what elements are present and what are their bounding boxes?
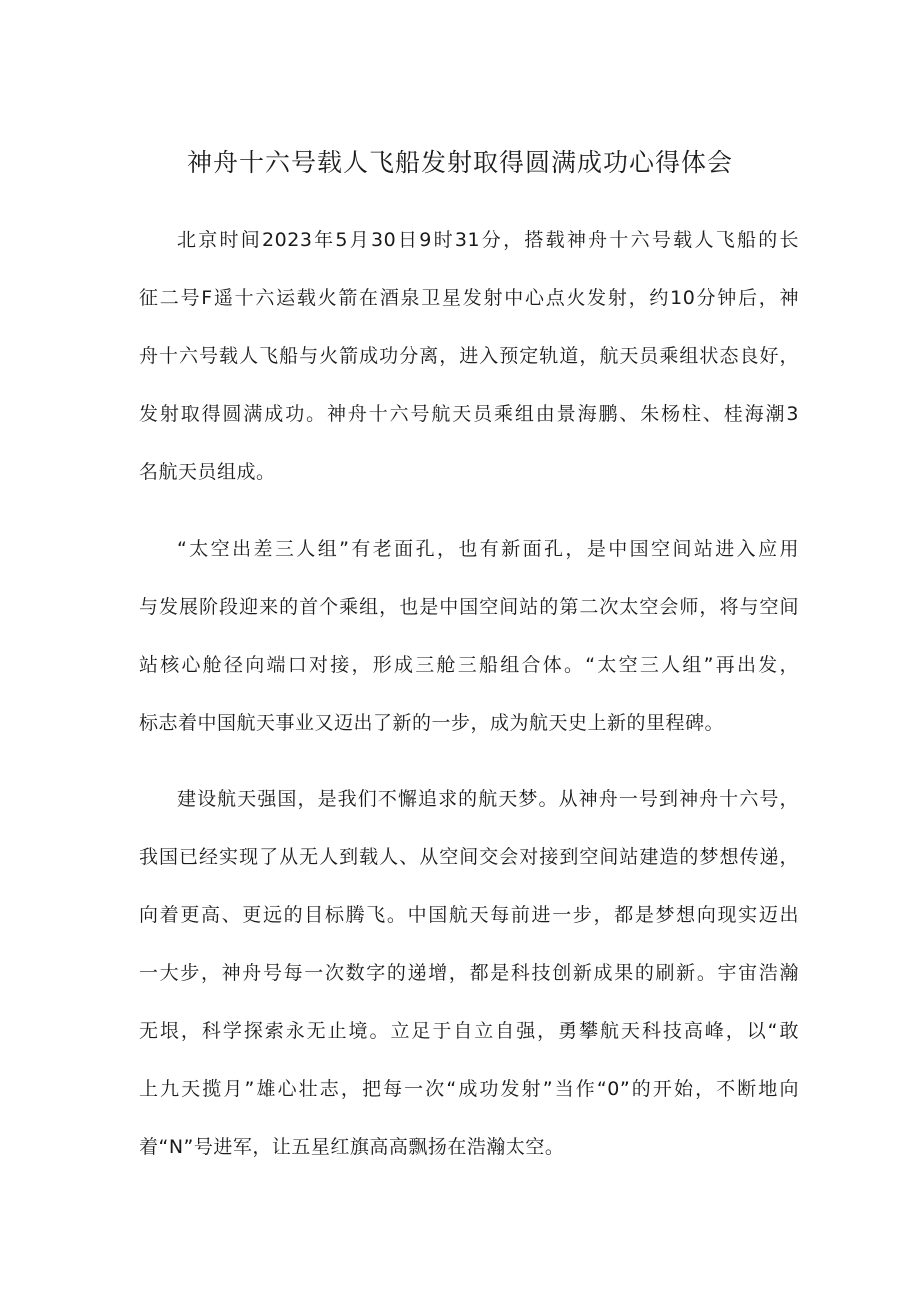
paragraph-line: 站核心舱径向端口对接，形成三舱三船组合体。“太空三人组”再出发，	[139, 654, 799, 676]
paragraph-3	[139, 770, 799, 1176]
document-title: 神舟十六号载人飞船发射取得圆满成功心得体会	[186, 148, 733, 177]
paragraph-line: 舟十六号载人飞船与火箭成功分离，进入预定轨道，航天员乘组状态良好，	[139, 345, 799, 367]
paragraph-line: 发射取得圆满成功。神舟十六号航天员乘组由景海鹏、朱杨柱、桂海潮3	[139, 403, 799, 425]
paragraph-line: 一大步，神舟号每一次数字的递增，都是科技创新成果的刷新。宇宙浩瀚	[139, 962, 799, 984]
paragraph-line: 无垠，科学探索永无止境。立足于自立自强，勇攀航天科技高峰，以“敢	[139, 1020, 799, 1042]
paragraph-line: 建设航天强国，是我们不懈追求的航天梦。从神舟一号到神舟十六号，	[177, 788, 799, 810]
paragraph-line: “太空出差三人组”有老面孔，也有新面孔，是中国空间站进入应用	[177, 538, 799, 560]
paragraph-line: 与发展阶段迎来的首个乘组，也是中国空间站的第二次太空会师，将与空间	[139, 596, 799, 618]
paragraph-line: 着“N”号进军，让五星红旗高高飘扬在浩瀚太空。	[139, 1136, 565, 1158]
paragraph-line: 征二号F遥十六运载火箭在酒泉卫星发射中心点火发射，约10分钟后，神	[139, 287, 799, 309]
paragraph-line: 向着更高、更远的目标腾飞。中国航天每前进一步，都是梦想向现实迈出	[139, 904, 799, 926]
paragraph-line: 北京时间2023年5月30日9时31分，搭载神舟十六号载人飞船的长	[177, 229, 799, 251]
paragraph-line: 我国已经实现了从无人到载人、从空间交会对接到空间站建造的梦想传递，	[139, 846, 799, 868]
paragraph-line: 上九天揽月”雄心壮志，把每一次“成功发射”当作“0”的开始，不断地向	[139, 1078, 799, 1100]
paragraph-2	[139, 520, 799, 752]
paragraph-1	[139, 211, 799, 501]
paragraph-line: 标志着中国航天事业又迈出了新的一步，成为航天史上新的里程碑。	[139, 712, 725, 734]
paragraph-line: 名航天员组成。	[139, 461, 276, 483]
